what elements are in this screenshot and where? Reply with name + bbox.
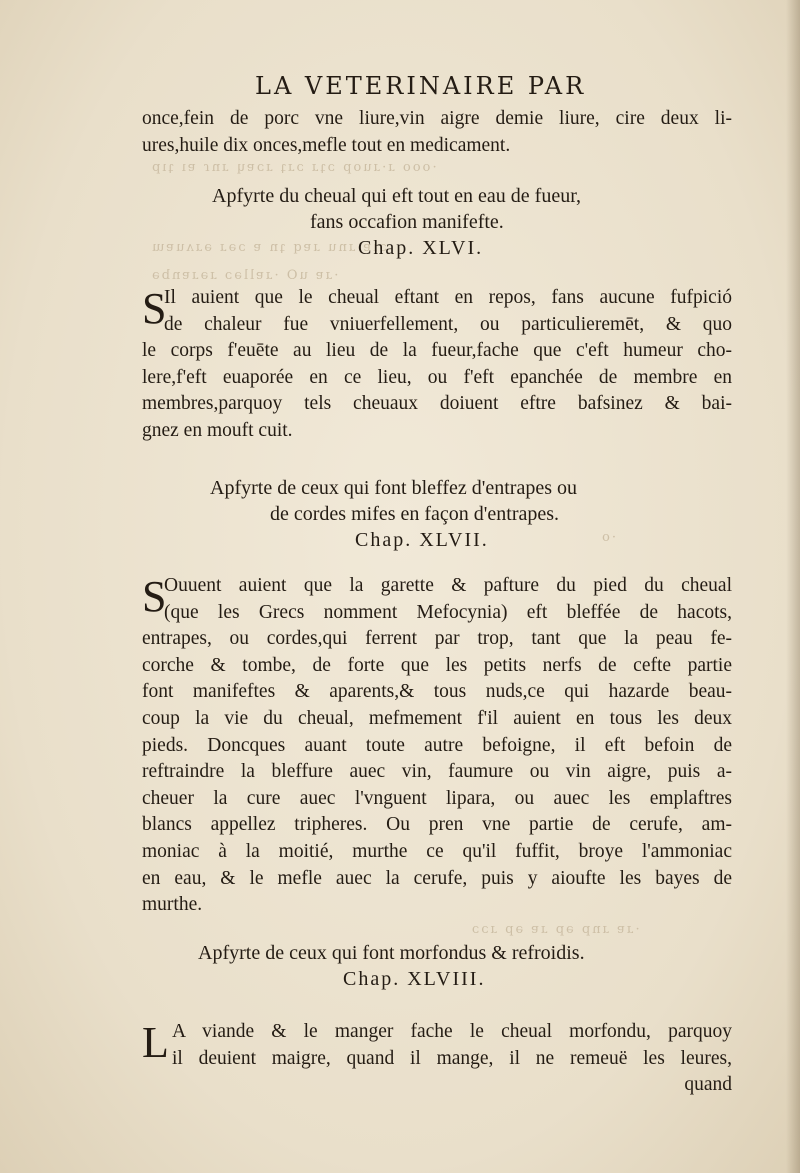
section-47-title-line-2: de cordes mifes en façon d'entrapes.: [270, 503, 560, 525]
text-line: ures,huile dix onces,mefle tout en medicament.: [142, 134, 511, 156]
section-47-chapter-label: Chap. XLVII.: [355, 529, 489, 551]
catchword: quand: [684, 1074, 732, 1096]
section-48-title-line-1: Apfyrte de ceux qui font morfondus & refroidis.: [198, 942, 585, 964]
bleed-through-text: ·o: [600, 530, 616, 545]
section-48-paragraph: [142, 1019, 732, 1099]
intro-paragraph: [142, 106, 732, 159]
text-line: reftraindre la bleffure auec vin, faumure ou vin aigre, puis a-: [142, 761, 732, 783]
section-46-chapter-label: Chap. XLVI.: [358, 237, 484, 259]
drop-capital: S: [142, 572, 167, 621]
running-head: LA VETERINAIRE PAR: [255, 72, 587, 100]
text-line: lere,f'eft euaporée en ce lieu, ou f'eft epanchée de membre en: [142, 366, 732, 388]
section-46-title-line-2: fans occafion manifefte.: [310, 211, 504, 233]
drop-capital: S: [142, 284, 167, 333]
drop-capital: L: [142, 1018, 169, 1067]
text-line: membres,parquoy tels cheuaux doiuent eftre bafsinez & bai-: [142, 393, 732, 415]
text-line: cheuer la cure auec l'vnguent lipara, ou auec les emplaftres: [142, 787, 732, 809]
text-line: once,fein de porc vne liure,vin aigre demie liure, cire deux li-: [142, 108, 732, 129]
section-47-title-line-1: Apfyrte de ceux qui font bleffez d'entrapes ou: [210, 477, 577, 499]
text-line: Il auient que le cheual eftant en repos, fans aucune fufpició: [164, 287, 732, 308]
bleed-through-text: ·ooo ɹ·ɹuop ɔʇɹ ɔɹʇ ɹɔɐɥ ɹnɾ ɐı ʇıp: [150, 160, 437, 175]
text-line: coup la vie du cheual, mefmement f'il auient en tous les deux: [142, 707, 732, 729]
bleed-through-text: ɔıɐ ɹnu ɹɐq ʇn ɐ ɔǝɹ ǝɹʌuɐɯ: [150, 240, 387, 255]
text-line: A viande & le manger fache le cheual morfondu, parquoy: [172, 1021, 732, 1042]
page-edge-shadow: [786, 0, 800, 1173]
text-line: il deuient maigre, quand il mange, il ne remeuë les leures,: [172, 1047, 732, 1069]
section-48-chapter-label: Chap. XLVIII.: [343, 968, 486, 990]
text-line: font manifeftes & aparents,& tous nuds,ce qui hazarde beau-: [142, 681, 732, 703]
text-line: Ouuent auient que la garette & pafture du pied du cheual: [164, 575, 732, 596]
text-line: corche & tombe, de forte que les petits nerfs de cefte partie: [142, 654, 732, 676]
text-line: pieds. Doncques auant toute autre befoigne, il eft befoin de: [142, 734, 732, 756]
text-line: murthe.: [142, 894, 203, 916]
text-line: de chaleur fue vniuerfellement, ou particulieremēt, & quo: [164, 313, 732, 335]
text-line: moniac à la moitié, murthe ce qu'il fuffit, broye l'ammoniac: [142, 840, 732, 862]
text-line: (que les Grecs nomment Mefocynia) eft bleffée de hacots,: [164, 601, 732, 623]
text-line: entrapes, ou cordes,qui ferrent par trop, tant que la peau fe-: [142, 628, 732, 650]
section-46-title-line-1: Apfyrte du cheual qui eft tout en eau de fueur,: [212, 185, 582, 207]
bleed-through-text: ·ɹɐ uO ·ɹɐllǝɔ ɹǝɹɐnbǝ: [150, 268, 339, 283]
text-line: blancs appellez tripheres. Ou pren vne partie de cerufe, am-: [142, 814, 732, 836]
section-46-paragraph: [142, 285, 732, 445]
text-line: gnez en mouft cuit.: [142, 419, 293, 441]
text-line: le corps f'euēte au lieu de la fueur,fache que c'eft humeur cho-: [142, 340, 732, 362]
section-47-paragraph: [142, 573, 732, 919]
bleed-through-text: ·ɹɐ ɹnp ǝp ɹɐ ǝp ɹɔɔ: [470, 922, 640, 937]
text-line: en eau, & le mefle auec la cerufe, puis y aioufte les bayes de: [142, 867, 732, 889]
